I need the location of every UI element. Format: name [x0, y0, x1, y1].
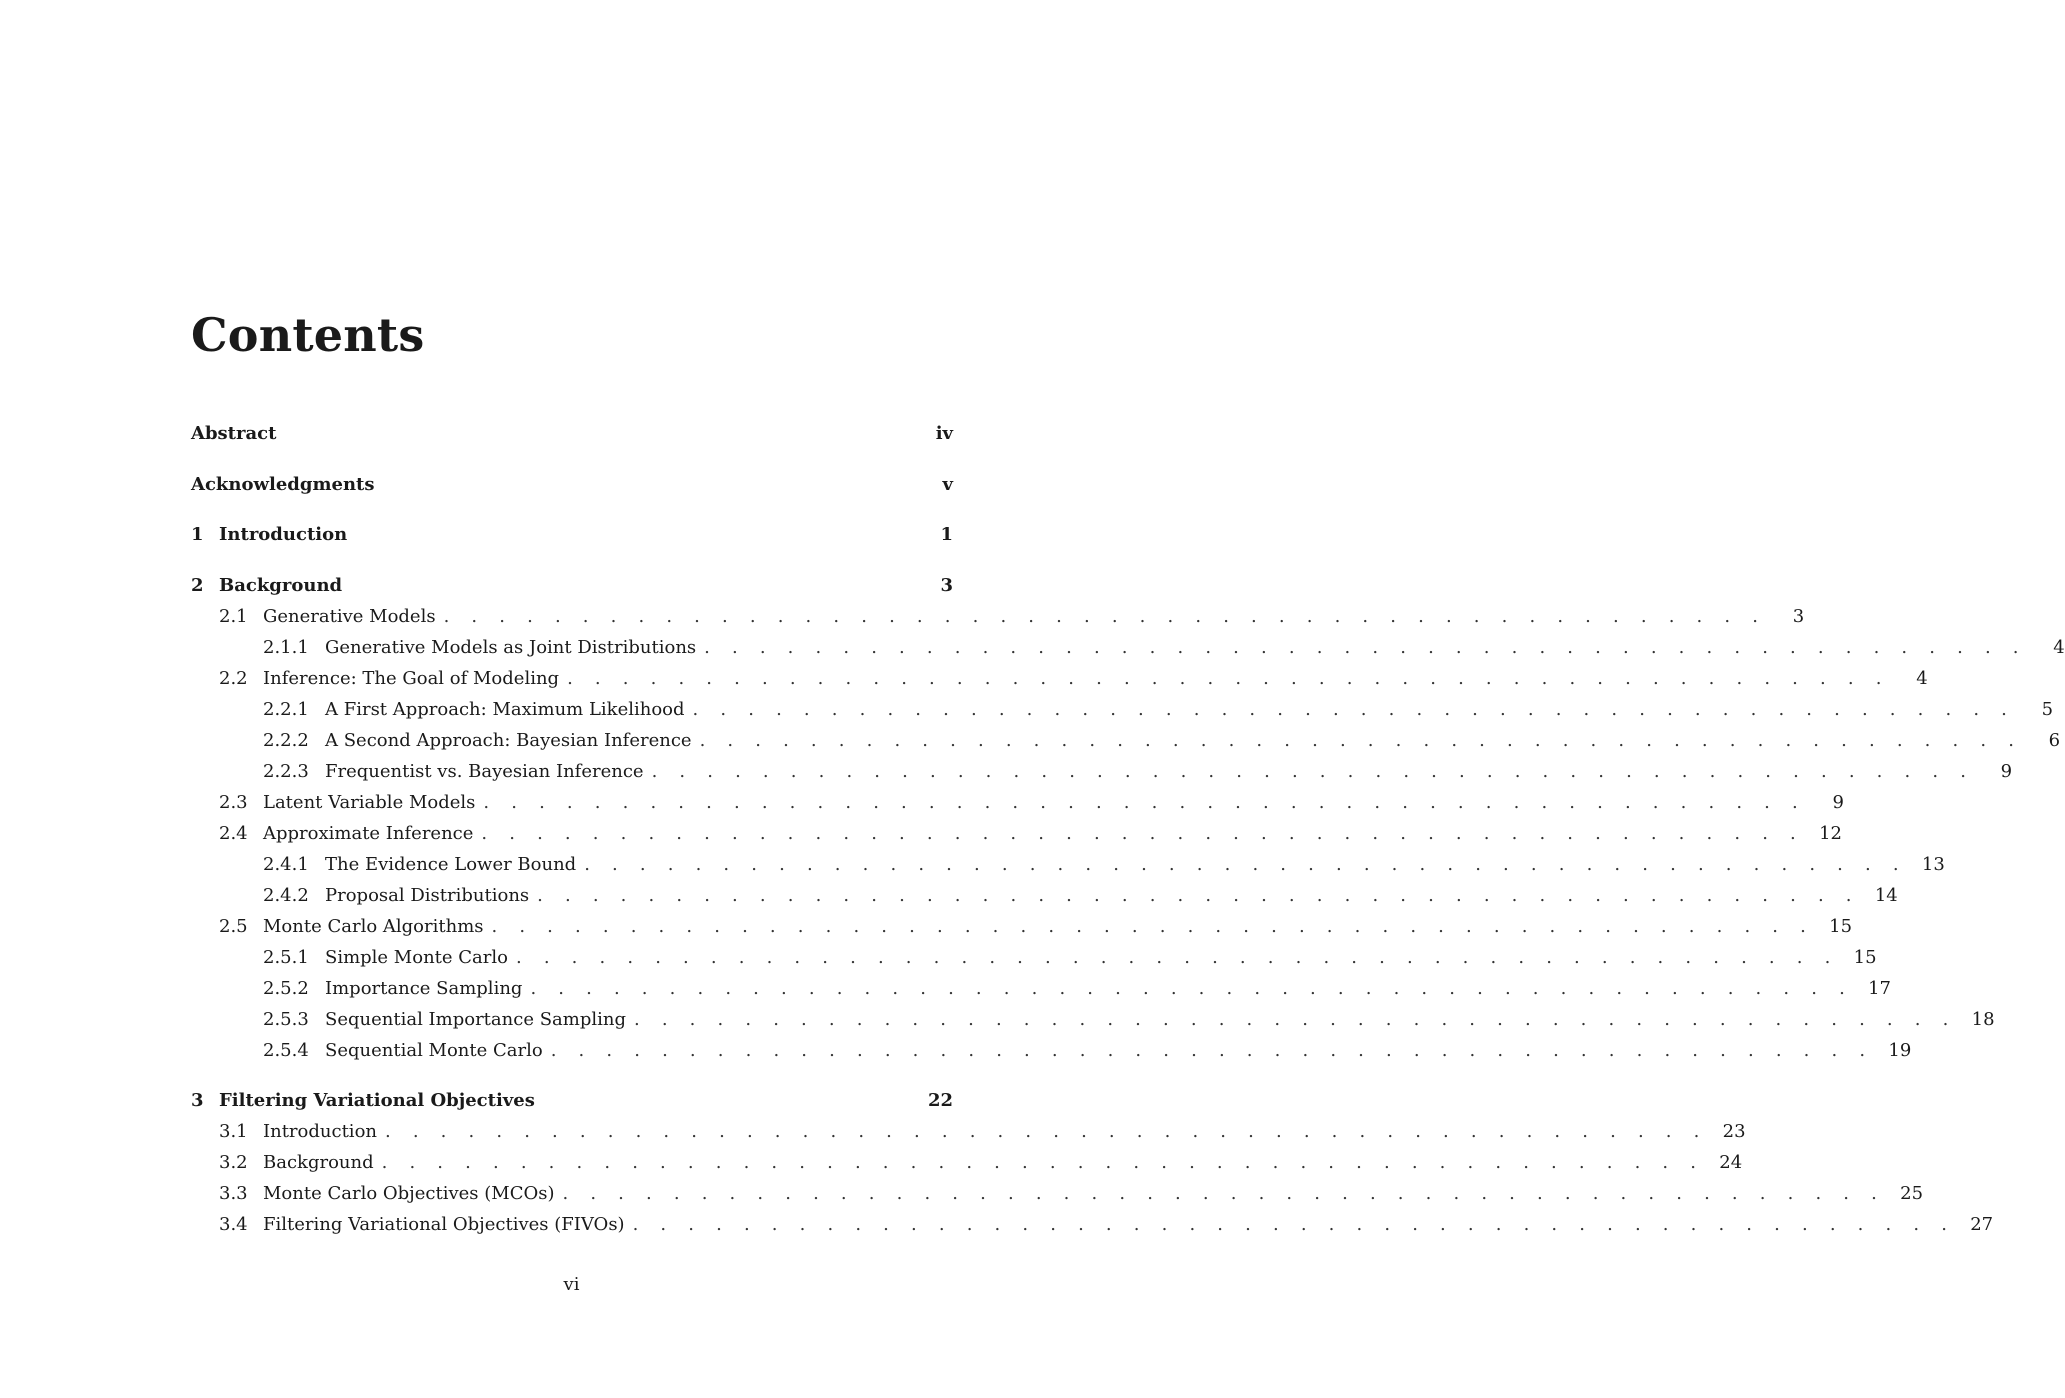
toc-section-2-2[interactable] — [191, 663, 1928, 694]
toc-entry-title: Filtering Variational Objectives — [219, 1090, 535, 1111]
toc-entry-page: 9 — [1832, 791, 1844, 813]
toc-entry-page: 13 — [1921, 853, 1945, 875]
toc-entry-page: 18 — [1971, 1008, 1995, 1030]
toc-entry-number: 2.4.2 — [263, 884, 309, 906]
toc-entry-number: 2.5.3 — [263, 1008, 309, 1030]
toc-entry-title: Generative Models — [263, 605, 436, 627]
toc-entry-page: 3 — [1792, 605, 1805, 627]
toc-entry-abstract[interactable] — [191, 418, 953, 449]
toc-entry-title: Proposal Distributions — [325, 884, 530, 906]
dot-leader: . . . . . . . . . . . . . . . . . . . . . . . . . . . . . . . . . . . . . . . . . . . . . . . . — [584, 853, 1907, 875]
toc-entry-title: Background — [219, 574, 343, 596]
toc-entry-number: 3.2 — [219, 1152, 248, 1173]
dot-leader: . . . . . . . . . . . . . . . . . . . . . . . . . . . . . . . . . . . . . . . . . . . . . . . . — [651, 760, 1975, 782]
toc-entry-number: 2.5 — [219, 915, 248, 937]
toc-subsection-2-4-2[interactable] — [191, 880, 1898, 911]
toc-entry-number: 2.5.4 — [263, 1039, 309, 1061]
toc-entry-page: iv — [935, 423, 953, 444]
dot-leader: . . . . . . . . . . . . . . . . . . . . . . . . . . . . . . . . . . . . . . . . . . . . . . . . — [633, 1008, 1957, 1030]
toc-entry-title: Monte Carlo Objectives (MCOs) — [263, 1183, 555, 1204]
toc-entry-title: Inference: The Goal of Modeling — [263, 667, 560, 689]
toc-subsection-2-5-1[interactable] — [191, 942, 1877, 973]
toc-entry-title: Frequentist vs. Bayesian Inference — [325, 760, 644, 782]
toc-entry-page: 4 — [2053, 636, 2065, 658]
toc-entry-title: The Evidence Lower Bound — [325, 853, 577, 875]
toc-subsection-2-1-1[interactable] — [191, 632, 2065, 663]
dot-leader: . . . . . . . . . . . . . . . . . . . . . . . . . . . . . . . . . . . . . . . . . . . . . . . . — [530, 977, 1853, 999]
toc-section-2-5[interactable] — [191, 911, 1853, 942]
toc-chapter-3[interactable] — [191, 1085, 953, 1116]
toc-entry-title: Sequential Importance Sampling — [325, 1008, 626, 1030]
dot-leader: . . . . . . . . . . . . . . . . . . . . . . . . . . . . . . . . . . . . . . . . . . . . . . . . — [481, 822, 1804, 844]
dot-leader: . . . . . . . . . . . . . . . . . . . . . . . . . . . . . . . . . . . . . . . . . . . . . . . . — [385, 1121, 1708, 1142]
toc-subsection-2-5-4[interactable] — [191, 1035, 1912, 1066]
toc-entry-title: Sequential Monte Carlo — [325, 1039, 543, 1061]
toc-subsection-2-5-3[interactable] — [191, 1004, 1995, 1035]
toc-entry-number: 2.5.1 — [263, 946, 309, 968]
dot-leader: . . . . . . . . . . . . . . . . . . . . . . . . . . . . . . . . . . . . . . . . . . . . . . . . — [550, 1039, 1874, 1061]
toc-entry-page: 14 — [1874, 884, 1898, 906]
toc-entry-number: 1 — [191, 524, 204, 545]
toc-subsection-2-4-1[interactable] — [191, 849, 1945, 880]
dot-leader: . . . . . . . . . . . . . . . . . . . . . . . . . . . . . . . . . . . . . . . . . . . . . . . . — [537, 884, 1860, 906]
toc-entry-number: 2.3 — [219, 791, 248, 813]
dot-leader: . . . . . . . . . . . . . . . . . . . . . . . . . . . . . . . . . . . . . . . . . . . . . . . . — [699, 729, 2023, 751]
toc-section-3-2[interactable] — [191, 1147, 1743, 1178]
toc-entry-title: Background — [263, 1152, 374, 1173]
table-of-contents — [191, 418, 2065, 1240]
toc-entry-title: Introduction — [263, 1121, 377, 1142]
toc-entry-number: 3.3 — [219, 1183, 248, 1204]
toc-entry-title: Acknowledgments — [191, 473, 375, 495]
toc-section-2-3[interactable] — [191, 787, 1844, 818]
toc-entry-number: 3.1 — [219, 1121, 248, 1142]
toc-subsection-2-2-3[interactable] — [191, 756, 2013, 787]
dot-leader: . . . . . . . . . . . . . . . . . . . . . . . . . . . . . . . . . . . . . . . . . . . . . . . . — [515, 946, 1839, 968]
toc-entry-page: 5 — [2041, 698, 2054, 720]
toc-entry-title: Filtering Variational Objectives (FIVOs) — [263, 1214, 625, 1235]
toc-section-2-4[interactable] — [191, 818, 1842, 849]
toc-entry-number: 3.4 — [219, 1214, 248, 1235]
toc-entry-number: 2.5.2 — [263, 977, 309, 999]
dot-leader: . . . . . . . . . . . . . . . . . . . . . . . . . . . . . . . . . . . . . . . . . . . . . . . . — [443, 605, 1767, 627]
toc-entry-page: 27 — [1970, 1214, 1994, 1235]
toc-entry-number: 2.4.1 — [263, 853, 309, 875]
toc-entry-page: 9 — [2000, 760, 2013, 782]
toc-entry-page: 25 — [1900, 1183, 1924, 1204]
toc-section-3-3[interactable] — [191, 1178, 1924, 1209]
toc-entry-title: Abstract — [191, 423, 277, 444]
toc-entry-title: Monte Carlo Algorithms — [263, 915, 484, 937]
dot-leader: . . . . . . . . . . . . . . . . . . . . . . . . . . . . . . . . . . . . . . . . . . . . . . . . — [704, 636, 2027, 658]
toc-entry-number: 2.2 — [219, 667, 248, 689]
dot-leader: . . . . . . . . . . . . . . . . . . . . . . . . . . . . . . . . . . . . . . . . . . . . . . . . — [491, 915, 1815, 937]
dot-leader: . . . . . . . . . . . . . . . . . . . . . . . . . . . . . . . . . . . . . . . . . . . . . . . . — [567, 667, 1890, 689]
toc-entry-page: v — [942, 473, 953, 495]
toc-chapter-1[interactable] — [191, 519, 953, 550]
toc-entry-title: A Second Approach: Bayesian Inference — [325, 729, 692, 751]
dot-leader: . . . . . . . . . . . . . . . . . . . . . . . . . . . . . . . . . . . . . . . . . . . . . . . . — [692, 698, 2016, 720]
toc-entry-title: Approximate Inference — [263, 822, 474, 844]
page-title: Contents — [191, 308, 425, 362]
toc-entry-number: 2.2.2 — [263, 729, 309, 751]
dot-leader: . . . . . . . . . . . . . . . . . . . . . . . . . . . . . . . . . . . . . . . . . . . . . . . . — [562, 1183, 1886, 1204]
toc-entry-page: 6 — [2048, 729, 2061, 751]
toc-section-3-4[interactable] — [191, 1209, 1994, 1240]
toc-entry-page: 17 — [1868, 977, 1891, 999]
toc-entry-page: 4 — [1916, 667, 1928, 689]
toc-entry-title: Generative Models as Joint Distributions — [325, 636, 697, 658]
toc-entry-acknowledgments[interactable] — [191, 469, 953, 500]
toc-entry-title: Importance Sampling — [325, 977, 523, 999]
toc-entry-page: 23 — [1722, 1121, 1746, 1142]
toc-chapter-2[interactable] — [191, 570, 953, 601]
toc-entry-number: 2.1.1 — [263, 636, 309, 658]
toc-section-3-1[interactable] — [191, 1116, 1746, 1147]
toc-subsection-2-2-2[interactable] — [191, 725, 2061, 756]
dot-leader: . . . . . . . . . . . . . . . . . . . . . . . . . . . . . . . . . . . . . . . . . . . . . . . . — [632, 1214, 1956, 1235]
toc-entry-page: 1 — [940, 524, 953, 545]
toc-entry-number: 3 — [191, 1090, 204, 1111]
toc-entry-page: 3 — [940, 574, 953, 596]
toc-entry-page: 12 — [1819, 822, 1842, 844]
toc-entry-page: 15 — [1829, 915, 1853, 937]
toc-entry-page: 24 — [1719, 1152, 1743, 1173]
dot-leader: . . . . . . . . . . . . . . . . . . . . . . . . . . . . . . . . . . . . . . . . . . . . . . . . — [381, 1152, 1705, 1173]
toc-subsection-2-2-1[interactable] — [191, 694, 2054, 725]
toc-subsection-2-5-2[interactable] — [191, 973, 1891, 1004]
toc-entry-number: 2 — [191, 574, 204, 596]
dot-leader: . . . . . . . . . . . . . . . . . . . . . . . . . . . . . . . . . . . . . . . . . . . . . . . . — [483, 791, 1806, 813]
toc-section-2-1[interactable] — [191, 601, 1805, 632]
toc-entry-number: 2.2.3 — [263, 760, 309, 782]
toc-entry-page: 15 — [1853, 946, 1877, 968]
toc-entry-number: 2.2.1 — [263, 698, 309, 720]
toc-entry-number: 2.1 — [219, 605, 248, 627]
toc-entry-title: Introduction — [219, 524, 348, 545]
toc-entry-number: 2.4 — [219, 822, 248, 844]
toc-entry-page: 22 — [927, 1090, 953, 1111]
toc-entry-title: Latent Variable Models — [263, 791, 476, 813]
toc-entry-title: A First Approach: Maximum Likelihood — [325, 698, 685, 720]
toc-entry-page: 19 — [1888, 1039, 1912, 1061]
toc-entry-title: Simple Monte Carlo — [325, 946, 508, 968]
footer-page-number: vi — [563, 1274, 580, 1295]
